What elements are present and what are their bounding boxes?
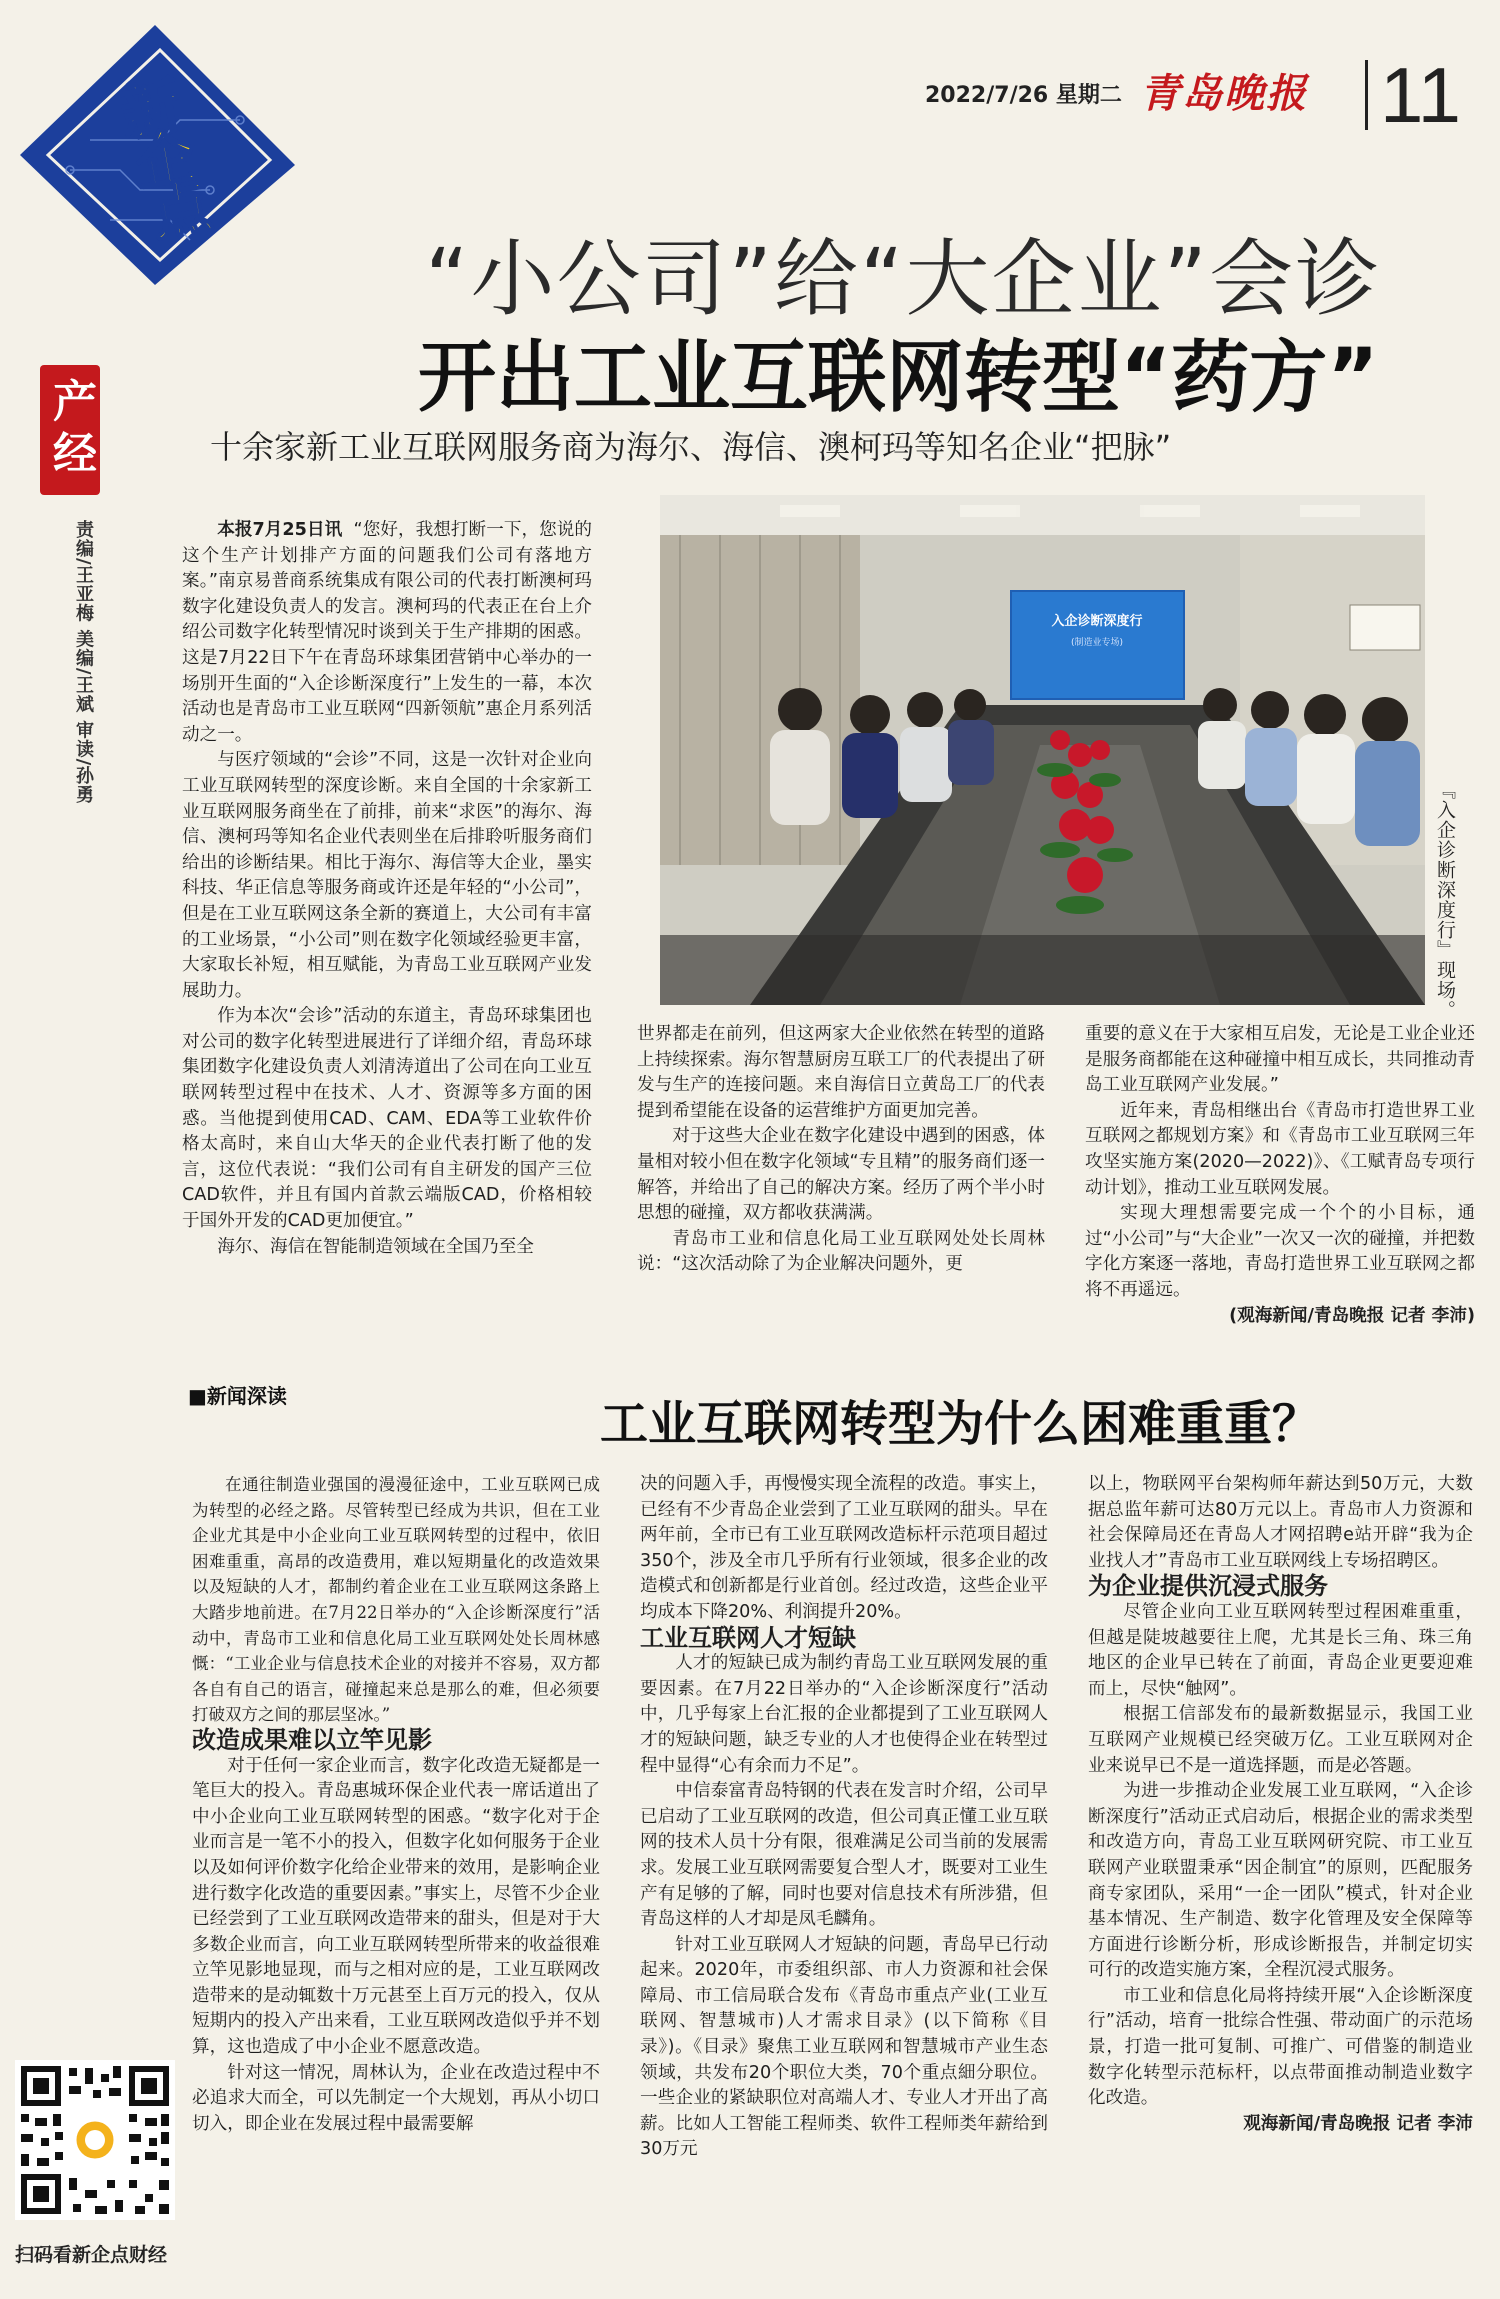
page-number: 11 <box>1380 51 1461 139</box>
article1-col2-p1: 世界都走在前列，但这两家大企业依然在转型的道路上持续探索。海尔智慧厨房互联工厂的代表提出了研发与生产的连接问题。来自海信日立黄岛工厂的代表提到希望能在设备的运营维护方面更加完善。 <box>637 1024 1045 1121</box>
logo-char-3: 点 <box>145 170 218 250</box>
photo-caption: 『入企诊断深度行』现场。 <box>1434 780 1456 1020</box>
article1-col2-p2: 对于这些大企业在数字化建设中遇到的困惑，体量相对较小但在数字化领域“专且精”的服务商们逐一解答，并给出了自己的解决方案。经历了两个半小时思想的碰撞，双方都收获满满。 <box>637 1126 1045 1224</box>
section1-col1-p1: 对于任何一家企业而言，数字化改造无疑都是一笔巨大的投入。青岛惠城环保企业代表一席话道出了中小企业向工业互联网转型的困惑。“数字化对于企业而言是一笔不小的投入，但数字化如何服务于企业以及如何评价数字化给企业带来的效用，是影响企业进行数字化改造的重要因素。”事实上，尽管不少企业已经尝到了工业互联网改造带来的甜头，但是对于大多数企业而言，向工业互联网转型所带来的收益很难立竿见影地显现，而与之相对应的是，工业互联网改造带来的是动辄数十万元甚至上百万元的投入，仅从短期内的投入产出来看，工业互联网改造似乎并不划算，这也造成了中小企业不愿意改造。 <box>192 1755 600 2058</box>
deep-read-byline: 观海新闻/青岛晚报 记者 李沛 <box>1243 2113 1473 2134</box>
deep-read-tag-text: ■新闻深读 <box>188 1384 287 1408</box>
article1-col1-p4: 海尔、海信在智能制造领域在全国乃至全 <box>217 1236 534 1257</box>
headline-line1: “小公司”给“大企业”会诊 <box>425 230 1382 328</box>
section3-p2: 根据工信部发布的最新数据显示，我国工业互联网产业规模已经突破万亿。工业互联网对企业来说早已不是一道选择题，而是必答题。 <box>1088 1704 1473 1776</box>
screen-subtitle: (制造业专场) <box>1070 638 1124 648</box>
section-tag-text: 产经 <box>45 378 96 482</box>
event-photo-illustration <box>660 495 1425 1005</box>
section1-col2-p1: 决的问题入手，再慢慢实现全流程的改造。事实上，已经有不少青岛企业尝到了工业互联网的甜头。早在两年前，全市已有工业互联网改造标杆示范项目超过350个，涉及全市几乎所有行业领域，很多企业的改造模式和创新都是行业首创。经过改造，这些企业平均成本下降20%、利润提升20%。 <box>640 1474 1048 1622</box>
logo-char-2: 企 <box>130 120 203 200</box>
article1-col3 <box>1085 1022 1475 1329</box>
article1-byline: (观海新闻/青岛晚报 记者 李沛) <box>1229 1305 1475 1326</box>
article1-col3-p1: 重要的意义在于大家相互启发，无论是工业企业还是服务商都能在这种碰撞中相互成长，共同推动青岛工业互联网产业发展。” <box>1085 1024 1475 1096</box>
article1-col2 <box>637 1022 1045 1278</box>
deep-read-tag <box>188 1380 287 1409</box>
paper-name: 青岛晚报 <box>1140 70 1308 117</box>
section1-title: 改造成果难以立竿见影 <box>192 1725 432 1754</box>
deep-read-lead: 在通往制造业强国的漫漫征途中，工业互联网已成为转型的必经之路。尽管转型已经成为共识，但在工业企业尤其是中小企业向工业互联网转型的过程中，依旧困难重重，高昂的改造费用，难以短期量化的改造效果以及短缺的人才，都制约着企业在工业互联网这条路上大踏步地前进。在7月22日举办的“入企诊断深度行”活动中，青岛市工业和信息化局工业互联网处处长周林感慨：“工业企业与信息技术企业的对接并不容易，双方都各自有自己的语言，碰撞起来总是那么的难，但必须要打破双方之间的那层坚冰。” <box>192 1475 600 1725</box>
article1-col2-p3: 青岛市工业和信息化局工业互联网处处长周林说：“这次活动除了为企业解决问题外，更 <box>637 1228 1045 1275</box>
section2-p2: 中信泰富青岛特钢的代表在发言时介绍，公司早已启动了工业互联网的改造，但公司真正懂工业互联网的技术人员十分有限，很难满足公司当前的发展需求。发展工业互联网需要复合型人才，既要对工业生产有足够的了解，同时也要对信息技术有所涉猎，但青岛这样的人才却是凤毛麟角。 <box>640 1781 1048 1930</box>
qr-code[interactable] <box>15 2060 175 2220</box>
deep-read-title: 工业互联网转型为什么困难重重？ <box>600 1396 1321 1452</box>
section-logo <box>10 20 300 290</box>
logo-char-1: 新 <box>115 70 188 150</box>
headline-subtitle: 十余家新工业互联网服务商为海尔、海信、澳柯玛等知名企业“把脉” <box>210 428 1172 466</box>
article1-col1 <box>182 518 592 1260</box>
article1-col1-p1-text: “您好，我想打断一下，您说的这个生产计划排产方面的问题我们公司有落地方案。”南京易普商系统集成有限公司的代表打断澳柯玛数字化建设负责人的发言。澳柯玛的代表正在台上介绍公司数字化转型情况时谈到关于生产排期的困惑。这是7月22日下午在青岛环球集团营销中心举办的一场別开生面的“入企诊断深度行”上发生的一幕，本次活动也是青岛市工业互联网“四新领航”惠企月系列活动之一。 <box>182 520 593 745</box>
section3-p1: 尽管企业向工业互联网转型过程困难重重，但越是陡坡越要往上爬，尤其是长三角、珠三角地区的企业早已转在了前面，青岛企业更要迎难而上，尽快“触网”。 <box>1088 1601 1473 1699</box>
section3-p4: 市工业和信息化局将持续开展“入企诊断深度行”活动，培育一批综合性强、带动面广的示范场景，打造一批可复制、可推广、可借鉴的制造业数字化转型示范标杆，以点带面推动制造业数字化改造。 <box>1088 1985 1473 2109</box>
section2-p1: 人才的短缺已成为制约青岛工业互联网发展的重要因素。在7月22日举办的“入企诊断深度行”活动中，几乎每家上台汇报的企业都提到了工业互联网人才的短缺问题，缺乏专业的人才也使得企业在转型过程中显得“心有余而力不足”。 <box>640 1653 1048 1776</box>
qr-caption: 扫码看新企点财经 <box>15 2244 168 2266</box>
issue-date: 2022/7/26 星期二 <box>925 83 1122 108</box>
article1-col1-p1 <box>182 518 592 748</box>
event-photo <box>660 495 1425 1005</box>
section-logo-graphic <box>10 20 300 290</box>
screen-title: 入企诊断深度行 <box>1051 614 1143 629</box>
headline-line2: 开出工业互联网转型“药方” <box>418 333 1379 423</box>
deep-read-col3 <box>1088 1472 1473 2137</box>
article1-col3-p2: 近年来，青岛相继出台《青岛市打造世界工业互联网之都规划方案》和《青岛市工业互联网三年攻坚实施方案(2020—2022)》、《工赋青岛专项行动计划》，推动工业互联网发展。 <box>1085 1100 1475 1198</box>
section2-col3-p1: 以上，物联网平台架构师年薪达到50万元，大数据总监年薪可达80万元以上。青岛市人力资源和社会保障局还在青岛人才网招聘e站开辟“我为企业找人才”青岛市工业互联网线上专场招聘区。 <box>1088 1474 1473 1571</box>
article1-col3-p3: 实现大理想需要完成一个个的小目标，通过“小公司”与“大企业”一次又一次的碰撞，并把数字化方案逐一落地，青岛打造世界工业互联网之都将不再遥远。 <box>1085 1203 1475 1300</box>
section2-title: 工业互联网人才短缺 <box>640 1623 856 1652</box>
deep-read-col1 <box>192 1472 600 2137</box>
section3-title: 为企业提供沉浸式服务 <box>1088 1572 1328 1601</box>
qr-code-icon <box>15 2060 175 2220</box>
article1-dateline: 本报7月25日讯 <box>217 520 343 540</box>
header-divider <box>1365 60 1368 130</box>
section-tag <box>40 365 100 495</box>
section1-col1-p2: 针对这一情况，周林认为，企业在改造过程中不必追求大而全，可以先制定一个大规划，再从小切口切入，即企业在发展过程中最需要解 <box>192 2062 600 2134</box>
section3-p3: 为进一步推动企业发展工业互联网，“入企诊断深度行”活动正式启动后，根据企业的需求类型和改造方向，青岛工业互联网研究院、市工业互联网产业联盟秉承“因企制宜”的原则，匹配服务商专家团队，采用“一企一团队”模式，针对企业基本情况、生产制造、数字化管理及安全保障等方面进行诊断分析，形成诊断报告，并制定切实可行的改造实施方案，全程沉浸式服务。 <box>1088 1781 1473 1981</box>
article1-col1-p2: 与医疗领域的“会诊”不同，这是一次针对企业向工业互联网转型的深度诊断。来自全国的十余家新工业互联网服务商坐在了前排，前来“求医”的海尔、海信、澳柯玛等知名企业代表则坐在后排聆听服务商们给出的诊断结果。相比于海尔、海信等大企业，墨实科技、华正信息等服务商或许还是年轻的“小公司”，但是在工业互联网这条全新的赛道上，大公司有丰富的工业场景，“小公司”则在数字化领域经验更丰富，大家取长补短，相互赋能，为青岛工业互联网产业发展助力。 <box>182 750 592 1001</box>
editors: 责编/王亚梅 美编/王斌 审读/孙勇 <box>73 520 94 805</box>
article1-col1-p3: 作为本次“会诊”活动的东道主，青岛环球集团也对公司的数字化转型进展进行了详细介绍，青岛环球集团数字化建设负责人刘清涛道出了公司在向工业互联网转型过程中在技术、人才、资源等多方面的困惑。当他提到使用CAD、CAM、EDA等工业软件价格太高时，来自山大华天的企业代表打断了他的发言，这位代表说：“我们公司有自主研发的国产三位CAD软件，并且有国内首款云端版CAD，价格相较于国外开发的CAD更加便宜。” <box>182 1006 592 1232</box>
section2-p3: 针对工业互联网人才短缺的问题，青岛早已行动起来。2020年，市委组织部、市人力资源和社会保障局、市工信局联合发布《青岛市重点产业(工业互联网、智慧城市)人才需求目录》(以下简称《目录》)。《目录》聚焦工业互联网和智慧城市产业生态领域，共发布20个职位大类，70个重点細分职位。一些企业的紧缺职位对高端人才、专业人才开出了高薪。比如人工智能工程师类、软件工程师类年薪给到30万元 <box>640 1934 1048 2160</box>
deep-read-col2 <box>640 1472 1048 2163</box>
